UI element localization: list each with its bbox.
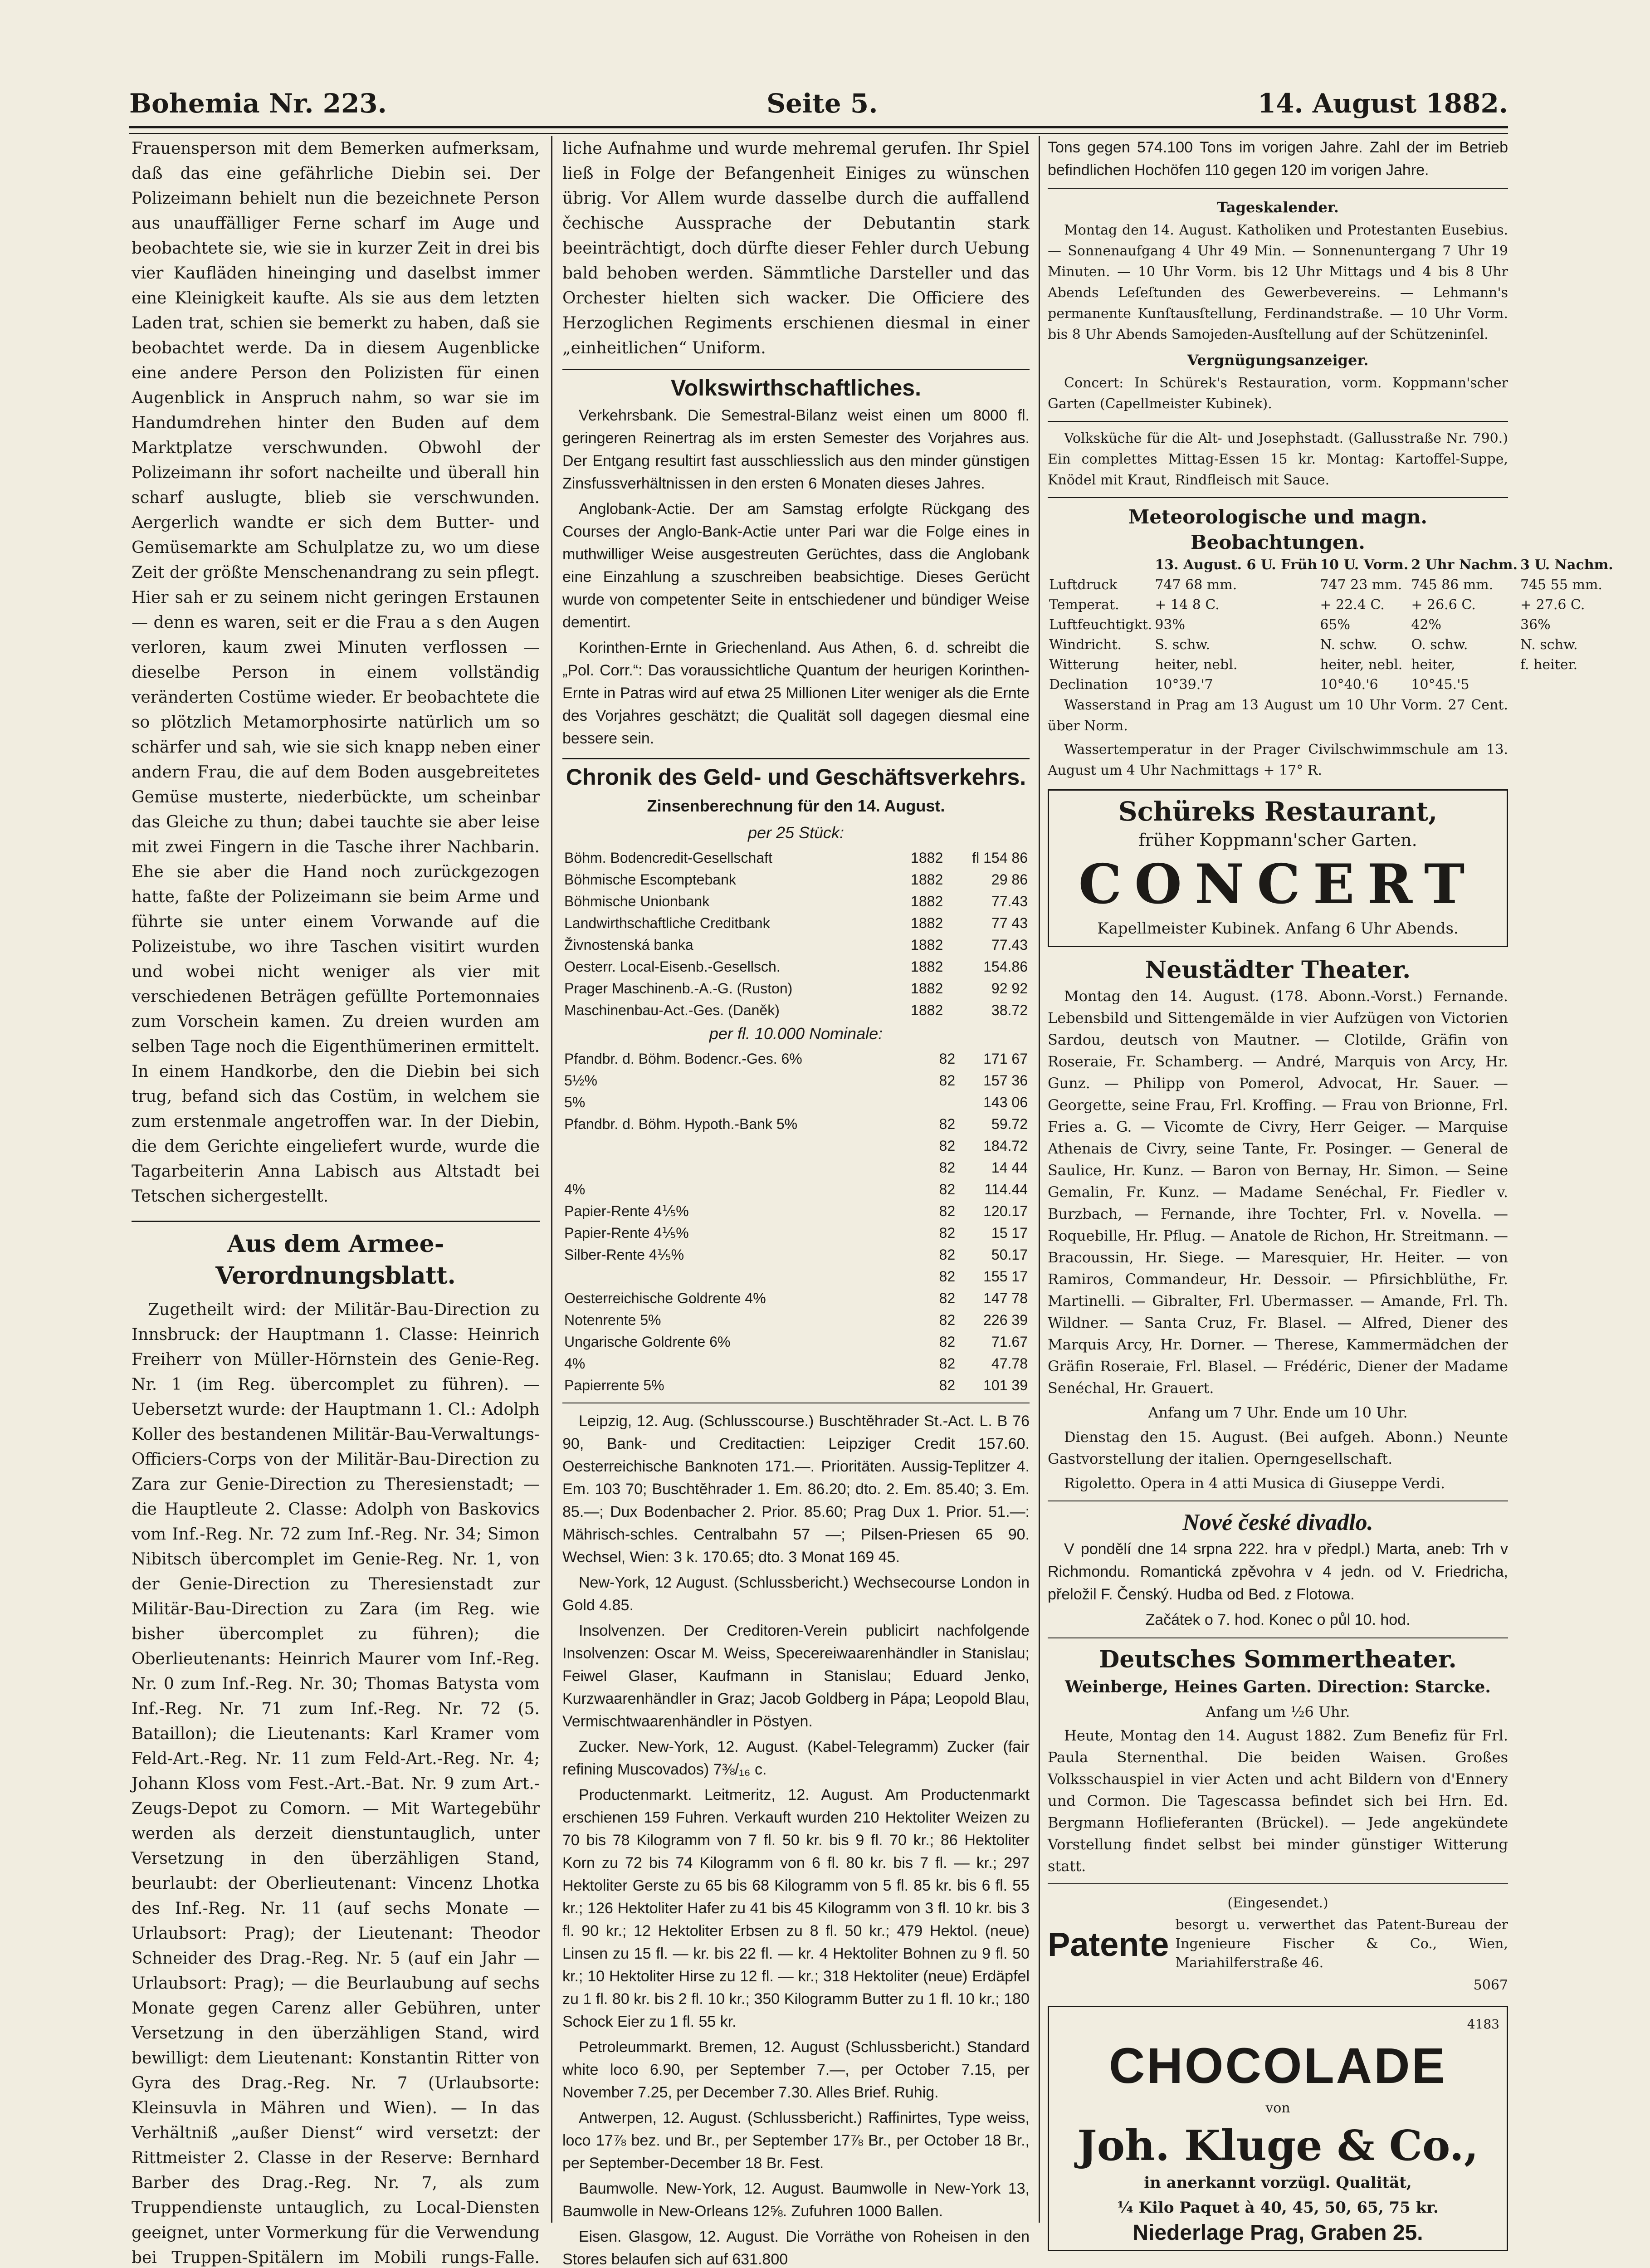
eisen-continuation: Tons gegen 574.100 Tons im vorigen Jahre. Zahl der im Betrieb befindlichen Hochöfen 110 gegen 120 im vorigen Jahre. [1048,139,1508,179]
meteo-cell: 745 86 mm. [1411,577,1494,593]
chocolade-von: von [1265,2100,1290,2116]
rate-value: 47.78 [991,1355,1028,1372]
nove-divadlo-program: V pondělí dne 14 srpna 222. hra v předpl.) Marta, aneb: Trh v Richmondu. Romantická zpěvohra v 4 jedn. od V. Friedricha, přeložil F. Čenský. Hudba od Bed. z Flotowa. [1048,1540,1508,1603]
rate-row [562,1113,1030,1135]
meteo-cell: 10°39.'7 [1155,677,1213,693]
meteo-cell: 10°45.'5 [1411,677,1469,693]
rate-year [927,1091,957,1113]
meteo-cell: N. schw. [1520,637,1578,653]
meteo-cell: S. schw. [1155,637,1211,653]
chronik-title: Chronik des Geld- und Geschäftsverkehrs. [562,758,1030,790]
patent-ad-number: 5067 [1473,1977,1508,1993]
nove-divadlo-times: Začátek o 7. hod. Konec o půl 10. hod. [1145,1611,1411,1628]
meteo-cell: 65% [1320,617,1350,633]
patent-advert [1048,1916,1508,1973]
rate-value: 154.86 [983,958,1028,975]
rate-value: 226 39 [983,1312,1028,1328]
verkehrsbank-item: Verkehrsbank. Die Semestral-Bilanz weist einen um 8000 fl. geringeren Reinertrag als im ersten Semester des Vorjahres aus. Der Entgang resultirt fast ausschliesslich aus den minder günstigen Zinsfussverhältnissen in den ersten 6 Monaten dieses Jahres. [562,407,1030,492]
patent-eingesendet: (Eingesendet.) [1227,1895,1328,1911]
rate-year: 82 [939,1377,956,1393]
rate-year: 1882 [911,937,943,953]
rate-value: 143 06 [983,1094,1028,1110]
rate-row [562,978,1030,999]
rate-year: 1882 [911,1002,943,1018]
rate-name: 4% [564,1355,586,1372]
chocolade-headline: CHOCOLADE [1109,2038,1447,2094]
vergnuegung-title: Vergnügungsanzeiger. [1187,352,1369,369]
rate-row [562,1048,1030,1070]
nove-divadlo-title: Nové české divadlo. [1182,1510,1373,1535]
rate-row [562,999,1030,1021]
rate-value: 92 92 [991,980,1028,997]
rate-name: Maschinenbau-Act.-Ges. (Daněk) [564,1002,780,1018]
theater-continuation: liche Aufnahme und wurde mehremal gerufen. Ihr Spiel ließ in Folge der Befangenheit Einiges zu wünschen übrig. Vor Allem wurde dasselbe durch die auffallend čechische Aussprache der Debutantin stark beeinträchtigt, doch dürfte dieser Fehler durch Uebung bald behoben werden. Sämmtliche Darsteller und das Orchester hielten sich wacker. Die Officiere des Herzoglichen Regiments erschienen diesmal in einer „einheitlichen“ Uniform. [562,139,1030,357]
meteo-row-label: Windricht. [1049,637,1122,653]
volkskueche-text: Volksküche für die Alt- und Josephstadt. (Gallusstraße Nr. 790.) Ein complettes Mittag-Essen 15 kr. Montag: Kartoffel-Suppe, Knödel mit Kraut, Rindfleisch mit Sauce. [1048,430,1508,488]
sommertheater-sub: Weinberge, Heines Garten. Direction: Starcke. [1065,1677,1491,1696]
rate-value: 71.67 [991,1334,1028,1350]
meteo-row-label: Temperat. [1049,597,1119,613]
rate-name: Oesterr. Local-Eisenb.-Gesellsch. [564,958,781,975]
rate-year: 82 [939,1051,956,1067]
meteo-cell: O. schw. [1411,637,1468,653]
neustadt-theater-title: Neustädter Theater. [1145,956,1411,984]
petroleum-item: Petroleummarkt. Bremen, 12. August (Schlussbericht.) Standard white loco 6.90, per September 7.—, per October 7.15, per November 7.25, per December 7.30. Alles Brief. Ruhig. [562,2038,1030,2101]
meteo-header-cell: 3 U. Nachm. [1520,557,1613,573]
meteo-header-cell: 13. August. 6 U. Früh [1155,557,1318,573]
rate-value: 155 17 [983,1268,1028,1285]
neustadt-next: Dienstag den 15. August. (Bei aufgeh. Abonn.) Neunte Gastvorstellung der italien. Operngesellschaft. [1048,1428,1508,1467]
patent-text: besorgt u. verwerthet das Patent-Bureau der Ingenieure Fischer & Co., Wien, Mariahilferstraße 46. [1175,1917,1508,1971]
rate-row [562,1331,1030,1353]
meteo-cell: + 22.4 C. [1320,597,1385,613]
rate-name: Oesterreichische Goldrente 4% [564,1290,766,1306]
header-issue: Bohemia Nr. 223. [129,88,387,119]
kalender-divider [1048,188,1508,189]
rate-year: 82 [939,1334,956,1350]
meteo-row-label: Witterung [1049,657,1119,673]
meteo-row [1048,595,1615,615]
rate-value: 120.17 [983,1203,1028,1219]
meteo-cell: heiter, nebl. [1320,657,1403,673]
rate-value: 101 39 [983,1377,1028,1393]
sommertheater-time: Anfang um ½6 Uhr. [1206,1703,1350,1721]
meteo-cell: 93% [1155,617,1186,633]
eisen-item: Eisen. Glasgow, 12. August. Die Vorräthe von Roheisen in den Stores belaufen sich auf 631.800 [562,2228,1030,2268]
anglobank-item: Anglobank-Actie. Der am Samstag erfolgte Rückgang des Courses der Anglo-Bank-Actie unter Pari war die Folge eines in muthwilliger Weise ausgestreuten Gerüchtes, dass die Anglobank eine Einzahlung a szuschreiben beabsichtige. Dieses Gerücht wurde von competenter Seite in entschiedener und bündiger Weise dementirt. [562,500,1030,631]
rate-row [562,869,1030,890]
zinsen-subtitle: Zinsenberechnung für den 14. August. [647,797,945,815]
rate-value: 77.43 [991,937,1028,953]
rate-name [562,1157,927,1178]
patent-headline: Patente [1048,1925,1169,1963]
rate-row [562,1353,1030,1374]
wasserstand-text: Wasserstand in Prag am 13 August um 10 Uhr Vorm. 27 Cent. über Norm. [1048,697,1508,734]
vergnuegung-text: Concert: In Schürek's Restauration, vorm. Koppmann'scher Garten (Capellmeister Kubinek). [1048,375,1508,412]
rate-year: 1882 [911,871,943,888]
rate-name: Pfandbr. d. Böhm. Hypoth.-Bank 5% [564,1116,798,1132]
korinthen-item: Korinthen-Ernte in Griechenland. Aus Athen, 6. d. schreibt die „Pol. Corr.“: Das voraussichtliche Quantum der heurigen Korinthen-Ernte in Patras wird auf etwa 25 Millionen Liter weniger als die Ernte des Vorjahres geschätzt; die Qualität soll dagegen diesmal eine bessere sein. [562,639,1030,747]
interest-table-shares [562,847,1030,1021]
rate-row [562,1070,1030,1091]
rate-name [562,1266,927,1287]
chocolade-store: Niederlage Prag, Graben 25. [1133,2221,1423,2245]
header-date: 14. August 1882. [1257,88,1508,119]
neustadt-times: Anfang um 7 Uhr. Ende um 10 Uhr. [1148,1404,1408,1421]
meteo-cell: heiter, [1411,657,1455,673]
newyork-item: New-York, 12 August. (Schlussbericht.) Wechsecourse London in Gold 4.85. [562,1574,1030,1614]
zucker-item: Zucker. New-York, 12. August. (Kabel-Telegramm) Zucker (fair refining Muscovados) 7⅜/₁₆ c. [562,1738,1030,1778]
rate-year: 1882 [911,980,943,997]
meteo-cell [1519,675,1615,695]
rate-value: 59.72 [991,1116,1028,1132]
meteo-title: Meteorologische und magn. Beobachtungen. [1128,506,1428,553]
rate-name: Papier-Rente 4⅕% [564,1203,689,1219]
page-header [129,78,1508,119]
meteo-cell: 747 68 mm. [1155,577,1237,593]
rate-name: Notenrente 5% [564,1312,661,1328]
rate-value: 171 67 [983,1051,1028,1067]
rate-name: 4% [564,1181,586,1198]
rate-value: 147 78 [983,1290,1028,1306]
meteo-header-cell: 10 U. Vorm. [1320,557,1409,573]
rate-row [562,912,1030,934]
rate-row [562,1178,1030,1200]
rate-row [562,1287,1030,1309]
chocolade-price: ¼ Kilo Paquet à 40, 45, 50, 65, 75 kr. [1117,2199,1439,2217]
rate-year: 82 [939,1312,956,1328]
armee-text: Zugetheilt wird: der Militär-Bau-Direction zu Innsbruck: der Hauptmann 1. Classe: Heinrich Freiherr von Müller-Hörnstein des Genie-Reg. Nr. 1 (im Reg. übercomplet zu führen). — Uebersetzt wurde: der Hauptmann 1. Cl.: Adolph Koller des bestandenen Militär-Bau-Verwaltungs-Officiers-Corps von der Militär-Bau-Direction zu Zara zur Genie-Direction zu Theresienstadt; — die Hauptleute 2. Classe: Adolph von Baskovics vom Inf.-Reg. Nr. 72 zum Inf.-Reg. Nr. 34; Simon Nibitsch übercomplet im Genie-Reg. Nr. 1, von der Genie-Direction zu Theresienstadt zur Militär-Bau-Direction zu Zara (im Reg. wie bisher übercomplet zu führen); die Oberlieutenants: Heinrich Maurer vom Inf.-Reg. Nr. 0 zum Inf.-Reg. Nr. 30; Thomas Batysta vom Inf.-Reg. Nr. 71 zum Inf.-Reg. Nr. 72 (5. Bataillon); die Lieutenants: Karl Kramer vom Feld-Art.-Reg. Nr. 11 zum Feld-Art.-Reg. Nr. 4; Johann Kloss vom Fest.-Art.-Bat. Nr. 9 zum Art.-Zeugs-Depot zu Comorn. — Mit Wartegebühr werden als derzeit dienstuntauglich, unter Versetzung in den überzähligen Stand, beurlaubt: der Oberlieutenant: Vincenz Lhotka des Inf.-Reg. Nr. 11 (auf sechs Monate — Urlaubsort: Prag); der Lieutenant: Theodor Schneider des Drag.-Reg. Nr. 5 (auf ein Jahr — Urlaubsort: Prag); — die Beurlaubung auf sechs Monate gegen Carenz aller Gebühren, unter Versetzung in den überzähligen Stand, wird bewilligt: dem Lieutenant: Konstantin Ritter von Gyra des Drag.-Reg. Nr. 7 (Urlaubsorte: Kleinsuvla in Mähren und Wien). — In das Verhältniß „außer Dienst“ wird versetzt: der Rittmeister 2. Classe in der Reserve: Bernhard Barber des Drag.-Reg. Nr. 7, als zum Truppendienste untauglich, zu Local-Diensten geeignet, unter Vormerkung für die Verwendung bei Truppen-Spitälern im Mobili rungs-Falle. [132,1300,540,2267]
productenmarkt-item: Productenmarkt. Leitmeritz, 12. August. Am Productenmarkt erschienen 159 Fuhren. Verkauft wurden 210 Hektoliter Weizen zu 70 bis 78 Kilogramm von 7 fl. 50 kr. bis 9 fl. 70 kr.; 86 Hektoliter Korn zu 72 bis 74 Kilogramm von 6 fl. 80 kr. bis 7 fl. — kr.; 297 Hektoliter Gerste zu 65 bis 68 Kilogramm von 5 fl. 85 kr. bis 6 fl. 55 kr.; 126 Hektoliter Hafer zu 41 bis 45 Kilogramm von 3 fl. 10 kr. bis 3 fl. 90 kr.; 12 Hektoliter Erbsen zu 8 fl. 50 kr.; 479 Hektol. (neue) Linsen zu 15 fl. — kr. bis 22 fl. — kr. 4 Hektoliter Bohnen zu 9 fl. 50 kr.; 10 Hektoliter Hirse zu 12 fl. — kr.; 318 Hektoliter (neue) Erdäpfel zu 1 fl. 80 kr. bis 2 fl. 10 kr.; 350 Kilogramm Butter zu 1 fl. 10 kr.; 180 Schock Eier zu 1 fl. 55 kr. [562,1786,1030,2030]
rate-row [562,1091,1030,1113]
meteo-row-label: Declination [1049,677,1128,693]
meteo-cell: 745 55 mm. [1520,577,1602,593]
met-divider [1048,497,1508,498]
meteo-cell: + 26.6 C. [1411,597,1476,613]
rate-value: 14 44 [991,1159,1028,1176]
rate-row [562,1200,1030,1222]
rate-row [562,956,1030,978]
meteo-cell: + 27.6 C. [1520,597,1585,613]
volkswirthschaft-title: Volkswirthschaftliches. [562,369,1030,401]
rate-row [562,1244,1030,1266]
leipzig-item: Leipzig, 12. Aug. (Schlusscourse.) Buschtěhrader St.-Act. L. B 76 90, Bank- und Creditactien: Leipziger Credit 157.60. Oesterreichische Banknoten 171.—. Prioritäten. Aussig-Teplitzer 4. Em. 103 70; Buschtěhrader 1. Em. 86.20; dto. 2. Em. 85.40; 3. Em. 85.—; Dux Bodenbacher 2. Prior. 85.60; Prag Dux 1. Prior. 51.—: Mährisch-schles. Centralbahn 57 —; Pilsen-Priesen 65 90. Wechsel, Wien: 3 k. 170.65; dto. 3 Monat 169 45. [562,1413,1030,1566]
rate-name: Silber-Rente 4⅕% [564,1246,684,1263]
sommer-divider [1048,1637,1508,1638]
sommertheater-title: Deutsches Sommertheater. [1099,1646,1457,1673]
meteo-row [1048,675,1615,695]
rate-row [562,890,1030,912]
rate-name [562,1135,927,1157]
rate-name: Prager Maschinenb.-A.-G. (Ruston) [564,980,793,997]
antwerpen-item: Antwerpen, 12. August. (Schlussbericht.) Raffinirtes, Type weiss, loco 17⅞ bez. und Br., per September 17⅞ Br., per October 18 Br., per September-December 18 Br. Fest. [562,2109,1030,2172]
rate-name: 5½% [564,1072,597,1089]
meteo-cell: 10°40.'6 [1320,677,1378,693]
column-divider-2 [1039,136,1040,2223]
neustadt-program: Montag den 14. August. (178. Abonn.-Vorst.) Fernande. Lebensbild und Sittengemälde in vier Aufzügen von Victorien Sardou, deutsch von Mautner. — Clotilde, Gräfin von Roseraie, Fr. Schamberg. — André, Marquis von Arcy, Hr. Gunz. — Philipp von Pomerol, Advocat, Hr. Sauer. — Georgette, seine Frau, Frl. Kroffing. — Frau von Brionne, Frl. Fries a. G. — Vicomte de Civry, Herr Geiger. — Marquise Athenais de Civry, seine Tante, Fr. Posinger. — General de Saulice, Hr. Kunz. — Baron von Bernay, Hr. Simon. — Seine Gemalin, Fr. Kunz. — Madame Senéchal, Fr. Fiedler v. Burzbach, — Fernande, ihre Tochter, Frl. v. Novella. — Roquebille, Hr. Pflug. — Anatole de Richon, Hr. Streitmann. — Bracoussin, Hr. Siege. — Maresquier, Hr. Heiter. — von Ramiros, Commandeur, Hr. Dessoir. — Pfirsichblüthe, Fr. Martinelli. — Gibralter, Frl. Ubermasser. — Amande, Frl. Th. Wildner. — Santa Cruz, Fr. Blasel. — Alfred, Diener des Marquis Arcy, Hr. Dorner. — Therese, Kammermädchen der Gräfin Roseraie, Frl. Blasel. — Frédéric, Diener der Madame Senéchal, Hr. Grauert. [1048,987,1508,1397]
rate-year: 82 [939,1181,956,1198]
column-2 [562,136,1030,2268]
meteo-row-label: Luftfeuchtigkt. [1049,617,1152,633]
rate-value: 157 36 [983,1072,1028,1089]
meteo-cell: N. schw. [1320,637,1377,653]
rate-row [562,1309,1030,1331]
rate-year: 1882 [911,915,943,931]
concert-footer: Kapellmeister Kubinek. Anfang 6 Uhr Abends. [1097,919,1459,938]
rate-value: 184.72 [983,1138,1028,1154]
meteo-cell: f. heiter. [1520,657,1578,673]
chocolade-ad-number: 4183 [1467,2017,1499,2032]
concert-headline: CONCERT [1078,852,1478,916]
rate-value: 15 17 [991,1225,1028,1241]
rate-year: 82 [939,1290,956,1306]
interest-table-bonds [562,1048,1030,1396]
header-rule [129,126,1508,134]
rate-year: 82 [939,1159,956,1176]
rate-row [562,1266,1030,1287]
rate-year: 1882 [911,850,943,866]
chocolade-advert [1048,2006,1508,2251]
rate-name: Papier-Rente 4⅕% [564,1225,689,1241]
wassertemperatur-text: Wassertemperatur in der Prager Civilschwimmschule am 13. August um 4 Uhr Nachmittags + 17° R. [1048,742,1508,778]
chocolade-quality: in anerkannt vorzügl. Qualität, [1144,2174,1412,2192]
rate-name: Živnostenská banka [564,937,693,953]
rate-name: Landwirthschaftliche Creditbank [564,915,770,931]
rate-row [562,934,1030,956]
rate-year: 82 [939,1268,956,1285]
meteo-cell: 747 23 mm. [1320,577,1402,593]
rate-name: Böhm. Bodencredit-Gesellschaft [564,850,772,866]
rate-name: 5% [564,1094,586,1110]
meteo-row-label: Luftdruck [1049,577,1118,593]
meteo-cell: 36% [1520,617,1551,633]
rate-year: 82 [939,1246,956,1263]
rate-name: Böhmische Unionbank [564,893,710,909]
rate-row [562,847,1030,869]
rate-year: 82 [939,1203,956,1219]
rate-year: 82 [939,1355,956,1372]
concert-advert [1048,789,1508,947]
concert-restaurant-name: Schüreks Restaurant, [1118,796,1438,827]
concert-subtitle: früher Koppmann'scher Garten. [1138,830,1417,850]
rate-year: 82 [939,1116,956,1132]
rate-name: Papierrente 5% [564,1377,664,1393]
rate-value: fl 154 86 [972,850,1028,866]
meteo-row [1048,655,1615,675]
column-1 [132,136,540,2267]
rate-year: 1882 [911,893,943,909]
rate-value: 29 86 [991,871,1028,888]
per-25-label: per 25 Stück: [747,823,845,842]
meteo-table [1048,555,1615,695]
column-divider-1 [551,136,552,2223]
rate-year: 82 [939,1138,956,1154]
header-page-number: Seite 5. [766,88,878,119]
rate-value: 38.72 [991,1002,1028,1018]
neustadt-rigoletto: Rigoletto. Opera in 4 atti Musica di Giuseppe Verdi. [1064,1475,1445,1492]
chocolade-firm: Joh. Kluge & Co., [1077,2121,1479,2170]
rate-row [562,1374,1030,1396]
sommertheater-program: Heute, Montag den 14. August 1882. Zum Benefiz für Frl. Paula Sternenthal. Die beiden Waisen. Großes Volksschauspiel in vier Acten und acht Bildern von d'Ennery und Cormon. Die Tagescassa befindet sich bei Hrn. Ed. Bergmann Hoflieferanten (Brückel). — Jede angekündete Vorstellung findet selbst bei minder günstiger Witterung statt. [1048,1727,1508,1875]
rate-name: Böhmische Escomptebank [564,871,736,888]
meteo-row [1048,635,1615,655]
rate-row [562,1135,1030,1157]
meteo-cell: heiter, nebl. [1155,657,1238,673]
rate-row [562,1157,1030,1178]
rate-value: 114.44 [984,1181,1028,1198]
meteo-row [1048,615,1615,635]
meteo-cell: + 14 8 C. [1155,597,1220,613]
rate-value: 77.43 [991,893,1028,909]
rate-row [562,1222,1030,1244]
column-3 [1048,136,1613,2245]
rate-name: Pfandbr. d. Böhm. Bodencr.-Ges. 6% [564,1051,802,1067]
per-10000-label: per fl. 10.000 Nominale: [709,1024,883,1043]
meteo-cell: 42% [1411,617,1442,633]
tageskalender-title: Tageskalender. [1217,199,1339,216]
rate-year: 1882 [911,958,943,975]
rate-value: 50.17 [991,1246,1028,1263]
rate-year: 82 [939,1225,956,1241]
rate-value: 77 43 [991,915,1028,931]
police-story: Frauensperson mit dem Bemerken aufmerksam, daß das eine gefährliche Diebin sei. Der Polizeimann behielt nun die bezeichnete Person aus unauffälliger Ferne scharf im Auge und beobachtete sie, wie sie in kurzer Zeit in drei bis vier Kaufläden hineinging und daselbst immer eine Kleinigkeit kaufte. Als sie aus dem letzten Laden trat, schien sie bemerkt zu haben, daß sie beobachtet werde. Da in diesem Augenblicke eine andere Person den Polizisten für einen Augenblick in Anspruch nahm, so war sie im Handumdrehen hinter den Buden auf dem Marktplatze verschwunden. Obwohl der Polizeimann ihr sofort nacheilte und überall hin scharf auslugte, blieb sie verschwunden. Aergerlich wandte er sich dem Butter- und Gemüsemarkte am Schulplatze zu, wo um diese Zeit der größte Menschenandrang zu sein pflegt. Hier sah er zu seinem nicht geringen Erstaunen — denn es waren, seit er die Frau a s den Augen verloren, kaum zwei Minuten verflossen — dieselbe Person in einem vollständig veränderten Costüme wieder. Er beobachtete die so plötzlich Metamorphosirte natürlich um so schärfer und sah, wie sie sich knapp neben einer andern Frau, die auf dem Boden ausgebreitetes Gemüse musterte, niederbückte, um scheinbar das Gleiche zu thun; dabei tauchte sie aber leise mit zwei Fingern in die Tasche ihrer Nachbarin. Ehe sie aber die Hand noch zurückgezogen hatte, faßte der Polizeimann sie beim Arme und führte sie unter einem Vorwande auf die Polizeistube, wo ihre Taschen visitirt wurden und wobei nicht weniger als vier mit verschiedenen Beträgen gefüllte Portemonnaies zum Vorschein kamen. Zu dreien wurden am selben Tage noch die Eigenthümerinen ermittelt. In einem Handkorbe, den die Diebin bei sich trug, befand sich das Costüm, in welchem sie zum erstenmale angetroffen war. In der Diebin, die dem Gerichte eingeliefert wurde, wurde die Tagarbeiterin Anna Labisch aus Altstadt bei Tetschen sichergestellt. [132,139,540,1206]
meteo-row [1048,575,1615,595]
rate-year: 82 [939,1072,956,1089]
meteo-header-cell: 2 Uhr Nachm. [1411,557,1518,573]
insolvenzen-item: Insolvenzen. Der Creditoren-Verein publicirt nachfolgende Insolvenzen: Oscar M. Weiss, Specereiwaarenhändler in Stanislau; Feiwel Glaser, Kaufmann in Stanislau; Eduard Jenko, Kurzwaarenhändler in Graz; Jacob Goldberg in Pápa; Leopold Blau, Vermischtwaarenhändler in Pöstyen. [562,1622,1030,1730]
rate-name: Ungarische Goldrente 6% [564,1334,731,1350]
kueche-divider [1048,421,1508,422]
patent-divider [1048,1883,1508,1884]
tageskalender-text: Montag den 14. August. Katholiken und Protestanten Eusebius. — Sonnenaufgang 4 Uhr 49 Min. — Sonnenuntergang 7 Uhr 19 Minuten. — 10 Uhr Vorm. bis 12 Uhr Mittags und 4 bis 8 Uhr Abends Leſeſtunden des Gewerbevereins. — Lehmann's permanente Kunſtausſtellung, Ferdinandstraße. — 10 Uhr Vorm. bis 8 Uhr Abends Samojeden-Ausſtellung auf der Schützeninſel. [1048,222,1508,342]
baumwolle-item: Baumwolle. New-York, 12. August. Baumwolle in New-York 13, Baumwolle in New-Orleans 12⅝. Zufuhren 1000 Ballen. [562,2180,1030,2220]
armee-section-title: Aus dem Armee-Verordnungsblatt. [132,1221,540,1292]
